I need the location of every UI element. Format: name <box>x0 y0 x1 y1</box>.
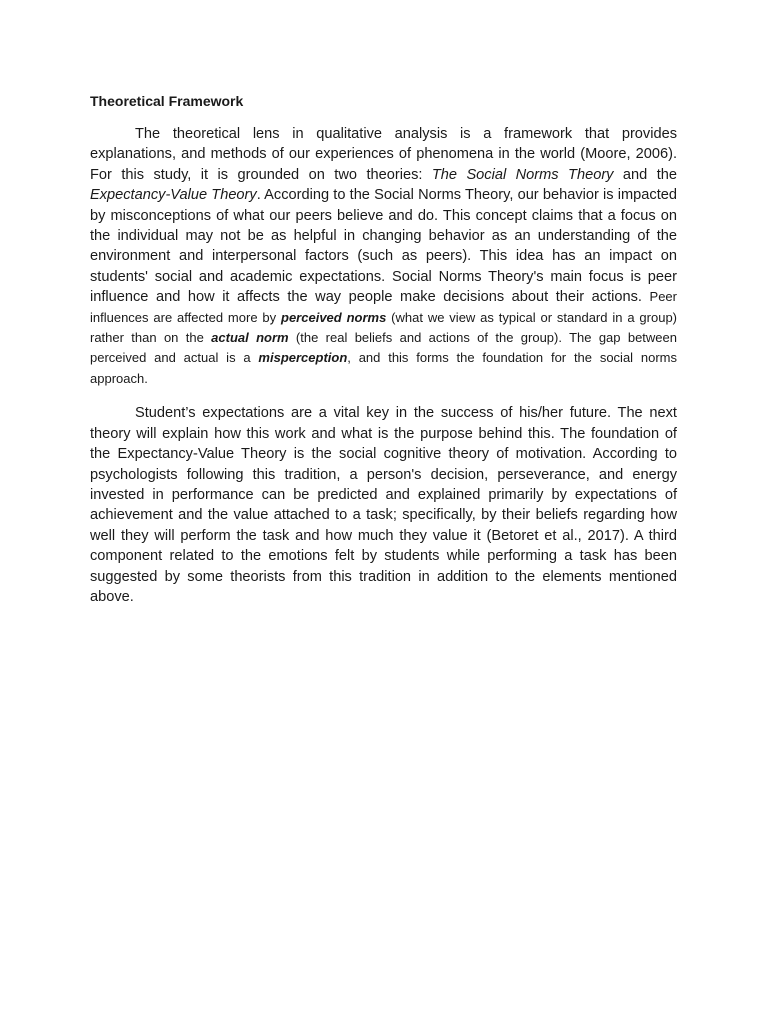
actual-norm-term: actual norm <box>211 330 289 346</box>
p1-text-7: , and this forms the foundation for the social norms approach. <box>90 350 677 386</box>
p1-text-6: (the real beliefs and actions of the group). The gap between perceived and actual is a <box>90 330 677 366</box>
social-norms-theory-title: The Social Norms Theory <box>431 166 614 183</box>
document-page <box>90 91 677 607</box>
section-heading: Theoretical Framework <box>90 93 244 109</box>
p1-text-2: and the <box>613 166 678 183</box>
p1-text-3: . According to the Social Norms Theory, our behavior is impacted by misconceptions of what our peers believe and do. This concept claims that a focus on the individual may not be as helpful in changing behavior as an understanding of the environment and interpersonal factors (such as peers). This idea has an impact on students' social and academic expectations. Social Norms Theory's main focus is peer influence and how it affects the way people make decisions about their actions. <box>90 187 678 306</box>
paragraph-theoretical-lens <box>90 124 677 389</box>
paragraph-student-expectations: Student’s expectations are a vital key in the success of his/her future. The next theory will explain how this work and what is the purpose behind this. The foundation of the Expectancy-Value Theory is the social cognitive theory of motivation. According to psychologists following this tradition, a person's decision, perseverance, and energy invested in performance can be predicted and explained primarily by expectations of achievement and the value attached to a task; specifically, by their beliefs regarding how well they will perform the task and how much they value it (Betoret et al., 2017). A third component related to the emotions felt by students while performing a task has been suggested by some theorists from this tradition in addition to the elements mentioned above. <box>90 405 677 605</box>
perceived-norms-term: perceived norms <box>281 309 387 325</box>
p1-text-5: (what we view as typical or standard in a group) rather than on the <box>90 309 677 346</box>
p1-text-1: The theoretical lens in qualitative analysis is a framework that provides explanations, and methods of our experiences of phenomena in the world (Moore, 2006). For this study, it is grounded on two theories: <box>90 126 677 183</box>
misperception-term: misperception <box>258 350 348 366</box>
expectancy-value-theory-title: Expectancy-Value Theory <box>90 187 257 204</box>
p1-text-4: Peer influences are affected more by <box>90 289 677 325</box>
